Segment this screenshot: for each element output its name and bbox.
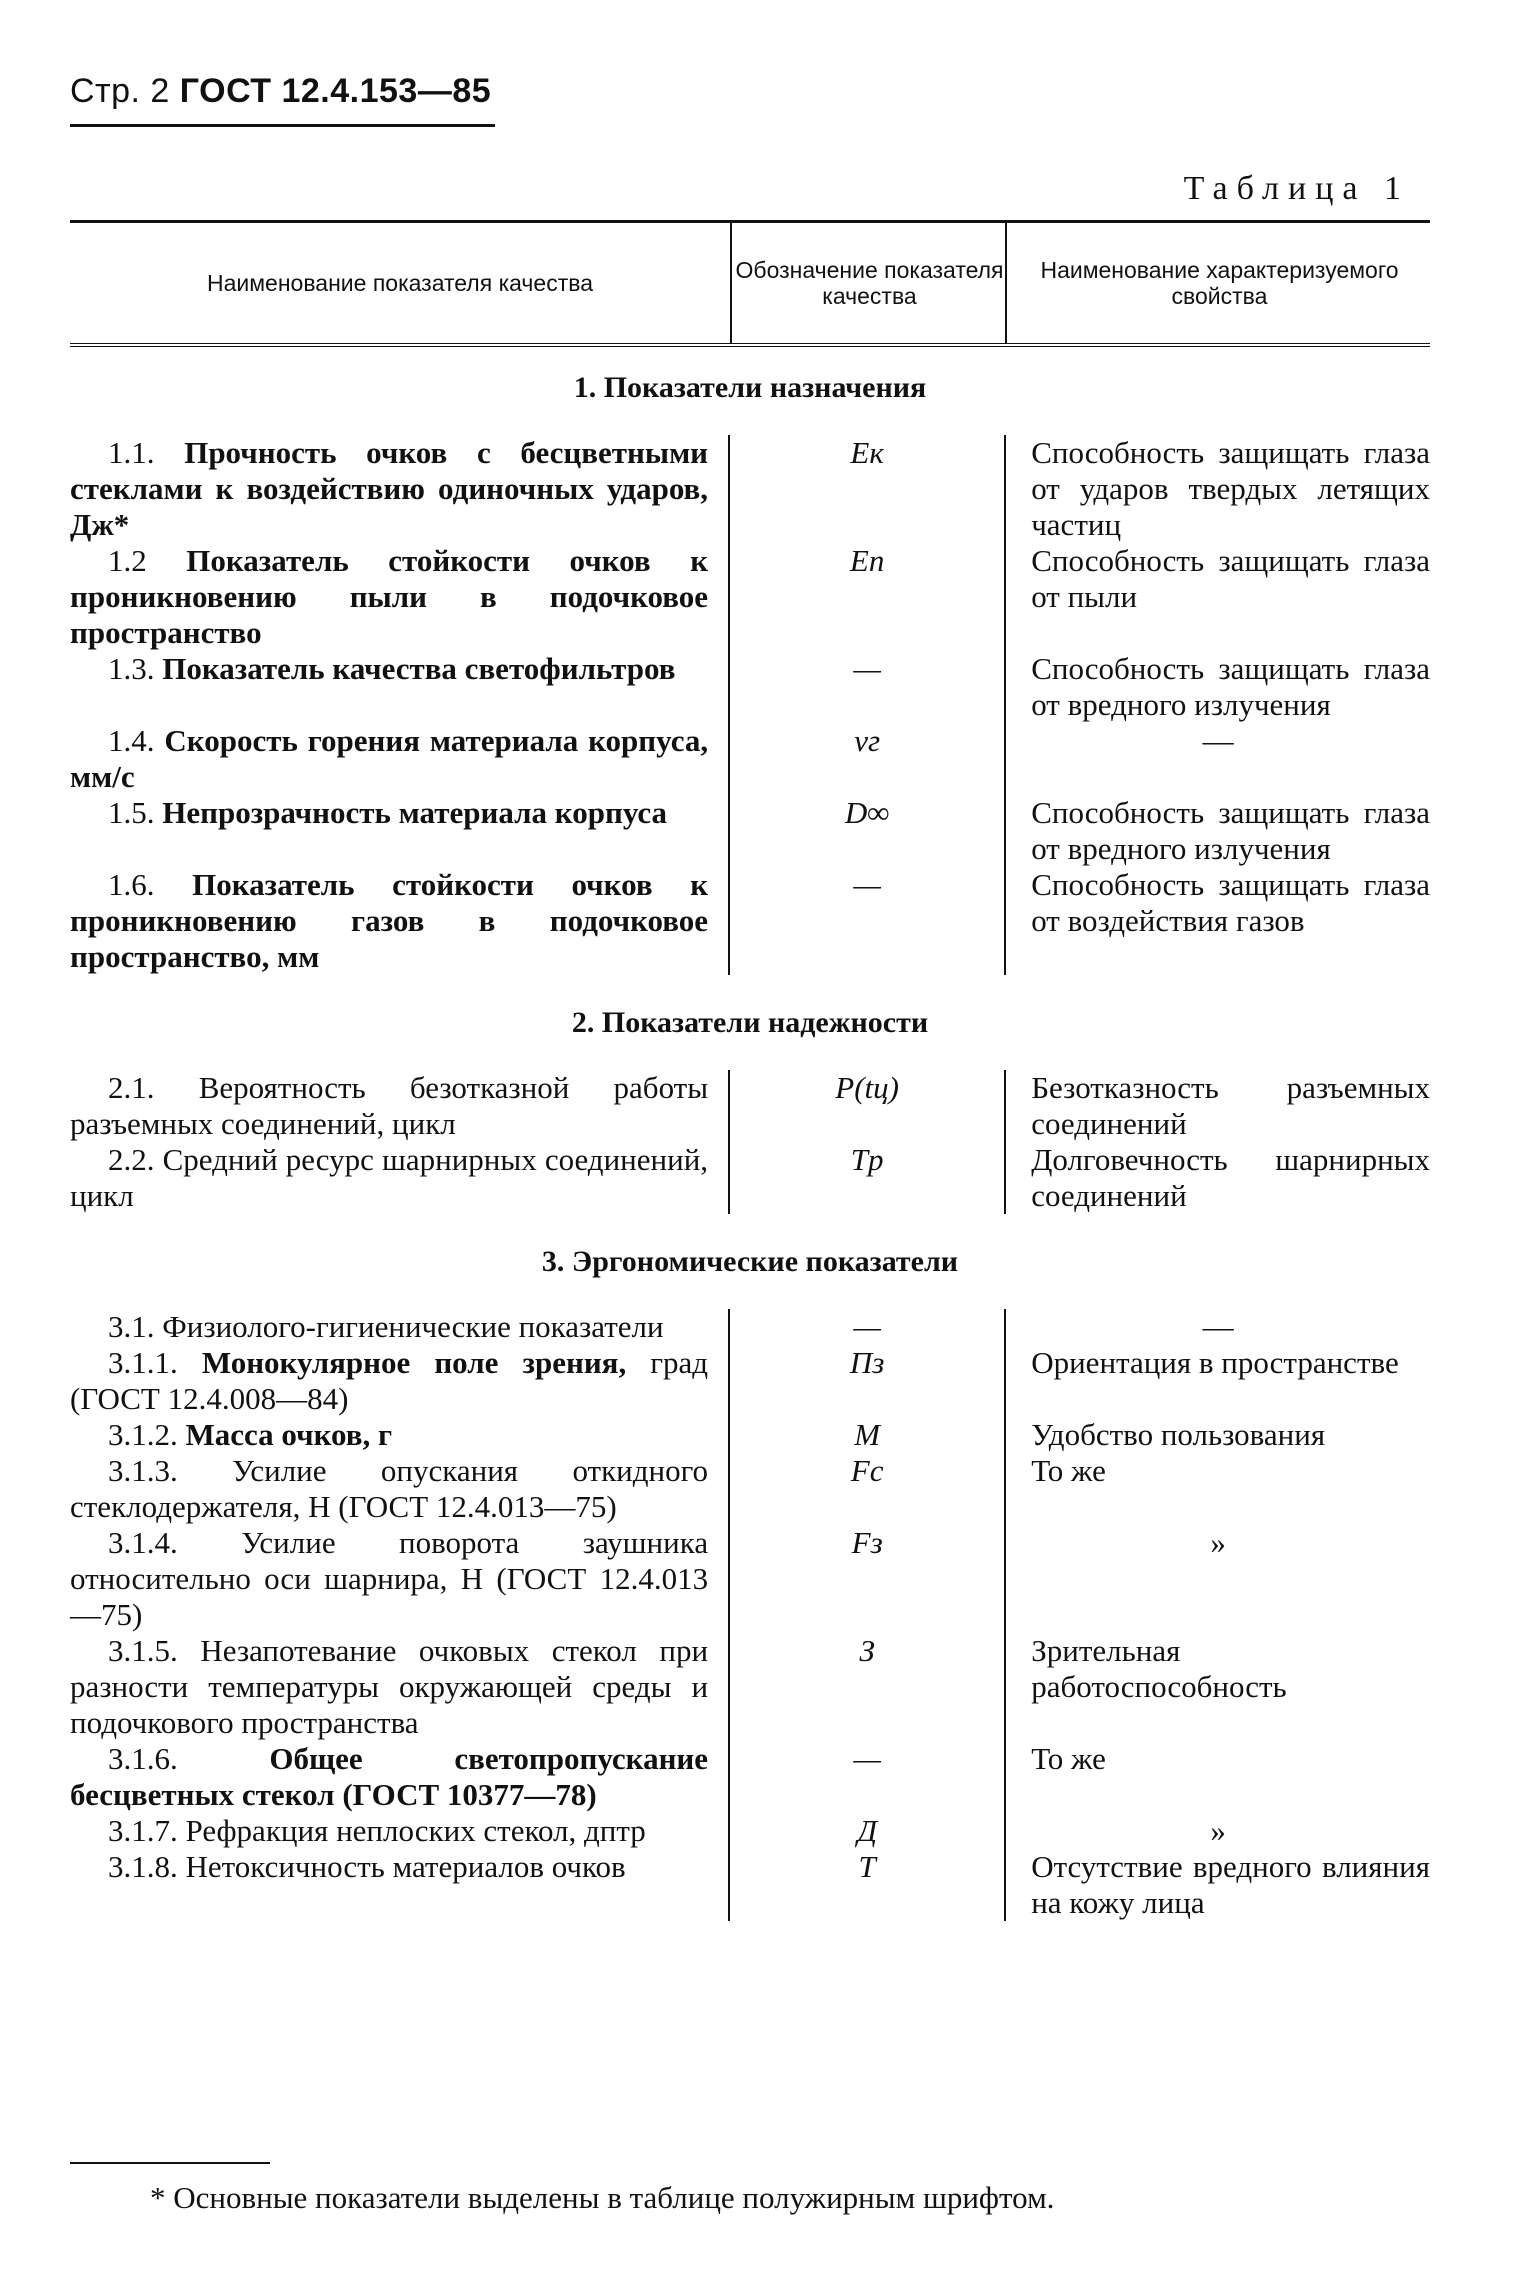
indicator-symbol: Пз (728, 1345, 1004, 1417)
indicator-name: Незапотевание очковых стекол при разности температуры окружающей среды и подочкового пространства (70, 1633, 709, 1740)
indicator-name: Вероятность безотказной работы разъемных соединений, цикл (70, 1070, 709, 1141)
indicator-name-cell (70, 1345, 728, 1417)
property-cell: То же (1004, 1453, 1430, 1525)
property-cell: » (1004, 1813, 1430, 1849)
indicator-symbol: З (728, 1633, 1004, 1741)
indicator-symbol: M (728, 1417, 1004, 1453)
indicator-symbol: — (728, 651, 1004, 723)
table-row (70, 1345, 1430, 1417)
table-title: Таблица 1 (1183, 170, 1410, 207)
column-header-property: Наименование характеризуемого свойства (1005, 223, 1432, 343)
indicator-symbol: Fз (728, 1525, 1004, 1633)
table-row (70, 1070, 1430, 1142)
property-cell: Зрительная работоспособность (1004, 1633, 1430, 1741)
indicator-name-cell (70, 1741, 728, 1813)
table-row (70, 1142, 1430, 1214)
indicator-name-cell (70, 1849, 728, 1921)
property-cell: — (1004, 723, 1430, 795)
indicator-name: Средний ресурс шарнирных соединений, цикл (70, 1142, 709, 1213)
indicator-name: Непрозрачность материала корпуса (162, 795, 667, 830)
table-row (70, 795, 1430, 867)
indicator-name: Показатель стойкости очков к проникновению газов в подочковое пространство, мм (70, 867, 709, 974)
property-cell: То же (1004, 1741, 1430, 1813)
table-row (70, 723, 1430, 795)
indicator-name: Масса очков, г (185, 1417, 393, 1452)
indicator-name: Усилие опускания откидного стеклодержателя, Н (ГОСТ 12.4.013—75) (70, 1453, 709, 1524)
indicator-name: Нетоксичность материалов очков (185, 1849, 626, 1884)
indicator-number: 1.5. (108, 795, 163, 830)
indicator-number: 3.1.6. (108, 1741, 270, 1776)
section-rows (70, 435, 1430, 975)
indicator-number: 3.1.3. (108, 1453, 233, 1488)
indicator-symbol: D∞ (728, 795, 1004, 867)
column-header-symbol: Обозначение показателя качества (730, 223, 1007, 343)
property-cell: » (1004, 1525, 1430, 1633)
table-row (70, 435, 1430, 543)
table-header (70, 220, 1430, 347)
indicator-name-tail: град (ГОСТ 12.4.008—84) (70, 1345, 709, 1416)
indicator-name: Физиолого-гигиенические показатели (162, 1309, 664, 1344)
indicator-name-cell (70, 543, 728, 651)
property-cell: Долговечность шарнирных соединений (1004, 1142, 1430, 1214)
property-cell: Ориентация в пространстве (1004, 1345, 1430, 1417)
indicator-number: 3.1.1. (108, 1345, 202, 1380)
indicator-symbol: T (728, 1849, 1004, 1921)
indicator-name: Показатель качества светофильтров (162, 651, 676, 686)
indicator-name-cell (70, 1417, 728, 1453)
section-title: 3. Эргономические показатели (541, 1244, 959, 1278)
indicator-number: 3.1.5. (108, 1633, 201, 1668)
section-rows (70, 1070, 1430, 1214)
indicator-number: 1.2 (108, 543, 187, 578)
indicator-name-cell (70, 1453, 728, 1525)
section-title: 1. Показатели назначения (573, 370, 927, 404)
indicator-name-cell (70, 1309, 728, 1345)
footnote: * Основные показатели выделены в таблице полужирным шрифтом. (150, 2180, 1055, 2215)
indicator-number: 3.1. (108, 1309, 163, 1344)
property-cell: Удобство пользования (1004, 1417, 1430, 1453)
property-cell: Способность защищать глаза от ударов твердых летящих частиц (1004, 435, 1430, 543)
indicator-symbol: P(tц) (728, 1070, 1004, 1142)
table-row (70, 1813, 1430, 1849)
footnote-rule (70, 2162, 270, 2164)
table-row (70, 1417, 1430, 1453)
indicator-name-cell (70, 795, 728, 867)
section-rows (70, 1309, 1430, 1921)
indicator-symbol: Tр (728, 1142, 1004, 1214)
page-number: Стр. 2 (70, 72, 170, 110)
header-rule (70, 124, 495, 127)
indicator-symbol: — (728, 1741, 1004, 1813)
indicator-number: 1.3. (108, 651, 163, 686)
indicator-symbol: vг (728, 723, 1004, 795)
indicator-number: 1.6. (108, 867, 193, 902)
indicator-symbol: Eп (728, 543, 1004, 651)
indicator-symbol: Fс (728, 1453, 1004, 1525)
property-cell: Способность защищать глаза от вредного излучения (1004, 651, 1430, 723)
indicator-name: Скорость горения материала корпуса, мм/с (70, 723, 709, 794)
table-row (70, 1309, 1430, 1345)
indicator-name: Рефракция неплоских стекол, дптр (185, 1813, 646, 1848)
indicator-name-cell (70, 1525, 728, 1633)
indicator-name-cell (70, 1813, 728, 1849)
table-row (70, 1453, 1430, 1525)
indicator-number: 1.4. (108, 723, 165, 758)
table-row (70, 867, 1430, 975)
indicator-number: 3.1.4. (108, 1525, 242, 1560)
indicator-number: 1.1. (108, 435, 185, 470)
page-header (70, 72, 491, 111)
indicator-name-cell (70, 867, 728, 975)
indicator-number: 3.1.2. (108, 1417, 186, 1452)
section-title: 2. Показатели надежности (571, 1005, 929, 1039)
indicator-name-cell (70, 1142, 728, 1214)
property-cell: Способность защищать глаза от вредного излучения (1004, 795, 1430, 867)
property-cell: — (1004, 1309, 1430, 1345)
table-row (70, 1741, 1430, 1813)
property-cell: Безотказность разъемных соединений (1004, 1070, 1430, 1142)
property-cell: Способность защищать глаза от воздействия газов (1004, 867, 1430, 975)
indicator-name-cell (70, 723, 728, 795)
indicator-number: 2.1. (108, 1070, 199, 1105)
indicator-symbol: — (728, 1309, 1004, 1345)
indicator-name-cell (70, 651, 728, 723)
indicator-symbol: — (728, 867, 1004, 975)
table-row (70, 651, 1430, 723)
indicator-name: Прочность очков с бесцветными стеклами к воздействию одиночных ударов, Дж* (70, 435, 709, 542)
table-row (70, 1849, 1430, 1921)
indicator-symbol: Д (728, 1813, 1004, 1849)
indicator-name: Показатель стойкости очков к проникновению пыли в подочковое пространство (70, 543, 709, 650)
table-row (70, 1633, 1430, 1741)
indicator-name: Усилие поворота заушника относительно оси шарнира, Н (ГОСТ 12.4.013—75) (70, 1525, 709, 1632)
indicator-number: 3.1.7. (108, 1813, 186, 1848)
indicator-name-cell (70, 435, 728, 543)
property-cell: Отсутствие вредного влияния на кожу лица (1004, 1849, 1430, 1921)
property-cell: Способность защищать глаза от пыли (1004, 543, 1430, 651)
standard-code: ГОСТ 12.4.153—85 (179, 72, 492, 110)
indicator-number: 2.2. (108, 1142, 163, 1177)
indicator-symbol: Eк (728, 435, 1004, 543)
table-row (70, 543, 1430, 651)
indicator-name-cell (70, 1070, 728, 1142)
indicator-number: 3.1.8. (108, 1849, 186, 1884)
column-header-name: Наименование показателя качества (207, 270, 593, 296)
table-row (70, 1525, 1430, 1633)
indicator-name-cell (70, 1633, 728, 1741)
table-body (70, 340, 1430, 1921)
indicator-name: Общее светопропускание бесцветных стекол (ГОСТ 10377—78) (70, 1741, 709, 1812)
indicator-name: Монокулярное поле зрения, (201, 1345, 627, 1380)
